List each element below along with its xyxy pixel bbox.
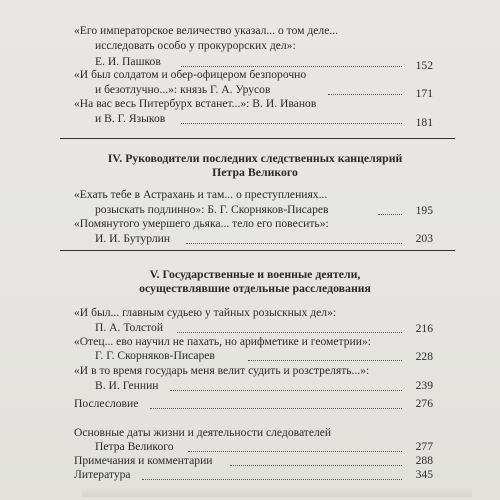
leader-dots [170, 390, 402, 391]
leader-dots [177, 332, 402, 333]
entry-pashkov-line1: «Его императорское величество указал... о том деле... [74, 24, 339, 37]
dates-line2: Петра Великого [95, 440, 174, 453]
entry-gennin-line2: В. И. Геннин [95, 379, 159, 392]
section-v-heading-line2: осуществлявшие отдельные расследования [139, 281, 371, 295]
afterword-label: Послесловие [74, 397, 139, 410]
page-number: 203 [415, 232, 433, 245]
entry-buturlin-line2: И. И. Бутурлин [95, 232, 171, 245]
page-number: 171 [415, 87, 433, 100]
entry-pashkov-line3: Е. И. Пашков [95, 55, 161, 68]
leader-dots [181, 123, 402, 124]
entry-gennin-line1: «И в то время государь меня велит судить и розстрелять...»: [74, 364, 370, 377]
page-number: 345 [415, 468, 433, 481]
entry-ivanov-line2: и В. Г. Языков [95, 112, 166, 125]
page-number: 195 [415, 204, 433, 217]
entry-buturlin-line1: «Помянутого умершего дьяка... тело его повесить»: [74, 217, 329, 230]
entry-urusov-line2: и безотлучно...»: князь Г. А. Урусов [95, 83, 271, 96]
entry-ivanov-line1: «На вас весь Питербурх встанет...»: В. И. Иванов [74, 97, 317, 110]
page-number: 181 [415, 116, 433, 129]
entry-skornyakov2-line2: Г. Г. Скорняков-Писарев [95, 349, 215, 362]
page-bottom-shadow [82, 487, 472, 497]
page-number: 216 [415, 322, 433, 335]
leader-dots [188, 451, 402, 452]
leader-dots [328, 94, 402, 95]
page-number: 276 [415, 397, 433, 410]
entry-skornyakov-line2: розыскать подлинно»: Б. Г. Скорняков-Писарев [95, 203, 329, 216]
literature-label: Литература [74, 468, 131, 481]
entry-pashkov-line2: исследовать особо у прокурорских дел»: [95, 39, 296, 52]
entry-tolstoy-line1: «И был... главным судьею у тайных розыскных дел»: [74, 306, 337, 319]
leader-dots [150, 408, 402, 409]
page-number: 277 [415, 440, 433, 453]
dates-line1: Основные даты жизни и деятельности следователей [74, 426, 332, 439]
section-divider [60, 250, 455, 251]
page-number: 239 [415, 379, 433, 392]
entry-skornyakov2-line1: «Отец... ево научил не пахать, но арифметике и геометрии»: [74, 335, 371, 348]
section-iv-heading-line2: Петра Великого [212, 165, 298, 179]
notes-label: Примечания и комментарии [74, 454, 213, 467]
entry-urusov-line1: «И был солдатом и обер-офицером безпорочно [74, 68, 307, 81]
page-number: 228 [415, 350, 433, 363]
leader-dots [230, 465, 402, 466]
leader-dots [186, 243, 402, 244]
page-number: 152 [415, 59, 433, 72]
leader-dots [181, 66, 402, 67]
leader-dots [142, 479, 402, 480]
leader-dots [248, 360, 402, 361]
entry-tolstoy-line2: П. А. Толстой [95, 321, 164, 334]
page-number: 288 [415, 454, 433, 467]
section-divider [60, 138, 455, 139]
entry-skornyakov-line1: «Ехать тебе в Астрахань и там... о преступлениях... [74, 188, 328, 201]
section-v-heading-line1: V. Государственные и военные деятели, [149, 267, 361, 281]
section-iv-heading-line1: IV. Руководители последних следственных канцелярий [107, 151, 403, 165]
